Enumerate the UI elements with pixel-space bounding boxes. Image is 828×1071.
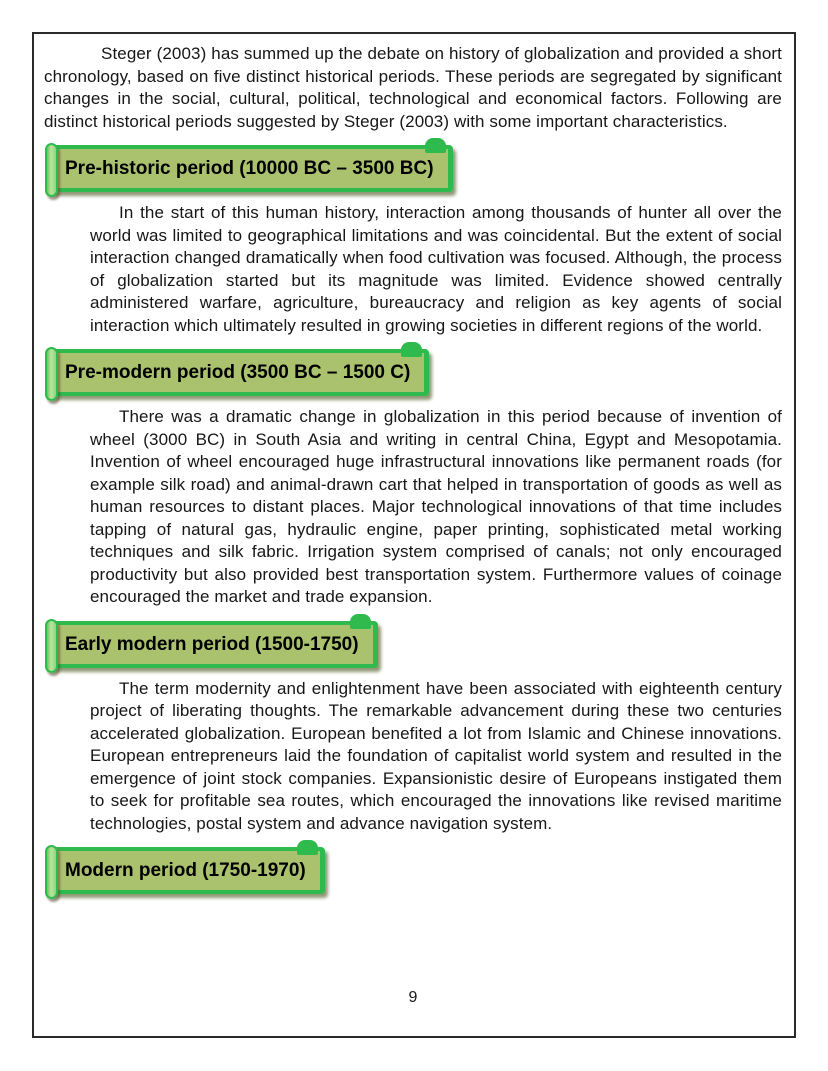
section-heading-callout [49,349,429,396]
section-heading-row [44,847,782,894]
section-heading-callout [49,621,378,668]
callout-corner-tab-decoration [350,614,371,629]
section-paragraph: There was a dramatic change in globalization in this period because of invention of wheel (3000 BC) in South Asia and writing in central China, Egypt and Mesopotamia. Invention of wheel encouraged huge infrastructural innovations like permanent roads (for example silk road) and animal-drawn cart that helped in transportation of goods as well as human resources to distant places. Major technological innovations of that time includes tapping of natural gas, hydraulic engine, paper printing, sophisticated metal working techniques and silk fabric. Irrigation system comprised of canals; not only encouraged productivity but also provided best transportation system. Furthermore values of coinage encouraged the market and trade expansion. [90,407,782,606]
callout-left-tab-decoration [45,619,58,673]
section-paragraph: The term modernity and enlightenment have been associated with eighteenth century project of liberating thoughts. The remarkable advancement during these two centuries accelerated globalization. European benefited a lot from Islamic and Chinese innovations. European entrepreneurs laid the foundation of capitalist world system and resulted in the emergence of joint stock companies. Expansionistic desire of Europeans instigated them to seek for profitable sea routes, which encouraged the innovations like revised maritime technologies, postal system and advance navigation system. [90,678,782,833]
section-heading-row [44,621,782,668]
callout-left-tab-decoration [45,845,58,899]
section-heading: Pre-historic period (10000 BC – 3500 BC) [65,158,434,179]
section-heading: Pre-modern period (3500 BC – 1500 C) [65,362,411,383]
section-paragraph: In the start of this human history, interaction among thousands of hunter all over the world was limited to geographical limitations and was coincidental. But the extent of social interaction changed dramatically when food cultivation was focused. Although, the process of globalization started but its magnitude was limited. Evidence showed centrally administered warfare, agriculture, bureaucracy and religion as key agents of social interaction which ultimately resulted in growing societies in different regions of the world. [90,203,782,335]
page-footer [44,989,782,1036]
document-page [32,32,796,1038]
intro-paragraph: Steger (2003) has summed up the debate on history of globalization and provided a short chronology, based on five distinct historical periods. These periods are segregated by significant changes in the social, cultural, political, technological and economical factors. Following are distinct historical periods suggested by Steger (2003) with some important characteristics. [44,44,782,131]
section-heading-row [44,145,782,192]
page-number: 9 [408,989,418,1006]
callout-corner-tab-decoration [297,840,318,855]
section-heading-callout [49,145,453,192]
callout-left-tab-decoration [45,347,58,401]
section-heading-row [44,349,782,396]
section-heading: Modern period (1750-1970) [65,860,306,881]
callout-corner-tab-decoration [401,342,422,357]
section-heading: Early modern period (1500-1750) [65,633,359,655]
section-heading-callout [49,847,325,894]
callout-corner-tab-decoration [425,138,446,153]
callout-left-tab-decoration [45,143,58,197]
